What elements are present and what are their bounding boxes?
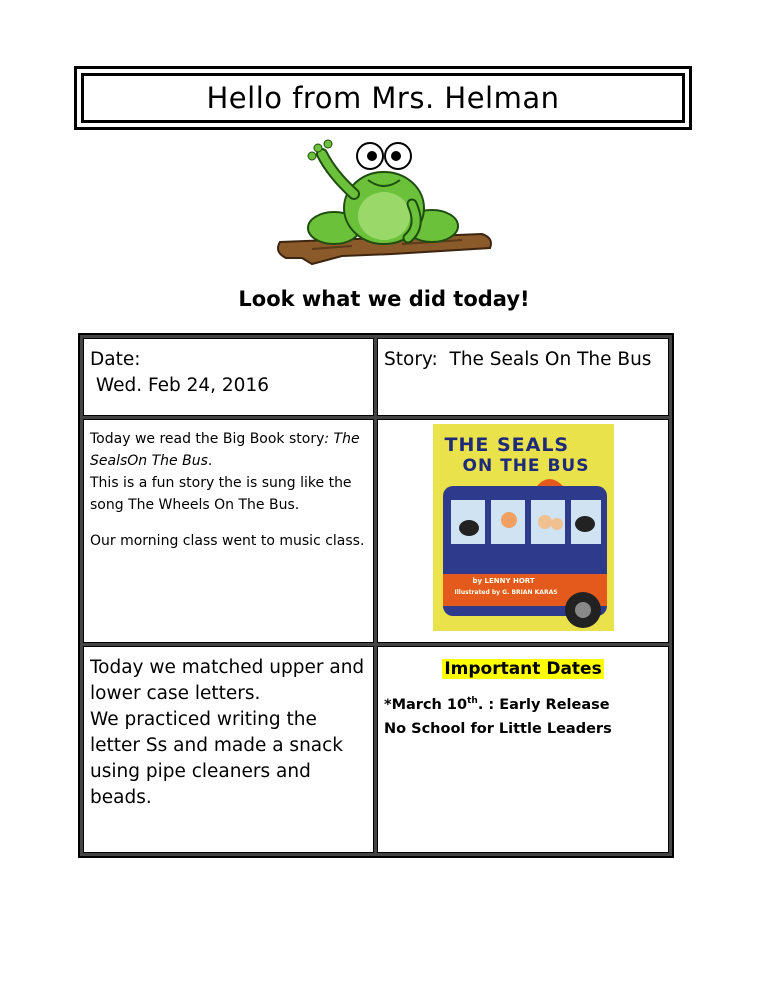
book-cover (433, 424, 614, 631)
date-item-suffix: . : Early Release (477, 696, 610, 713)
important-dates-cell (377, 646, 669, 853)
important-dates-heading-text: Important Dates (444, 659, 602, 679)
content-grid (78, 333, 674, 858)
book-cover-cell (377, 419, 669, 643)
activity-text2: We practiced writing the letter Ss and made a snack using pipe cleaners and beads. (90, 709, 344, 808)
reading-line3: Our morning class went to music class. (90, 533, 365, 549)
story-cell (377, 338, 669, 416)
date-item (384, 689, 662, 741)
reading-suffix: . (207, 453, 213, 469)
title-box (74, 66, 692, 130)
date-item-sup: th (467, 696, 478, 706)
book-title-italic: : The SealsOn The Bus (90, 431, 360, 469)
book-illustrator: Illustrated by G. BRIAN KARAS (454, 589, 558, 596)
reading-cell (83, 419, 374, 643)
date-value: Wed. Feb 24, 2016 (90, 375, 269, 396)
subtitle: Look what we did today! (238, 287, 530, 311)
reading-line2: This is a fun story the is sung like the song The Wheels On The Bus. (90, 475, 352, 513)
page-title: Hello from Mrs. Helman (81, 73, 685, 123)
important-dates-heading (384, 659, 662, 679)
reading-prefix: Today we read the Big Book story (90, 431, 325, 447)
date-label: Date: (90, 349, 141, 370)
date-item-prefix: *March 10 (384, 696, 468, 713)
activity-text1: Today we matched upper and lower case letters. (90, 657, 365, 704)
date-cell (83, 338, 374, 416)
activity-cell (83, 646, 374, 853)
book-title-line1: THE SEALS (444, 434, 570, 456)
book-author: by LENNY HORT (472, 577, 535, 585)
book-title-line2: ON THE BUS (462, 456, 590, 476)
date-item-note: No School for Little Leaders (384, 720, 612, 737)
reading-line1 (90, 428, 367, 472)
story-text: Story: The Seals On The Bus (384, 349, 652, 370)
frog-illustration (272, 134, 496, 270)
